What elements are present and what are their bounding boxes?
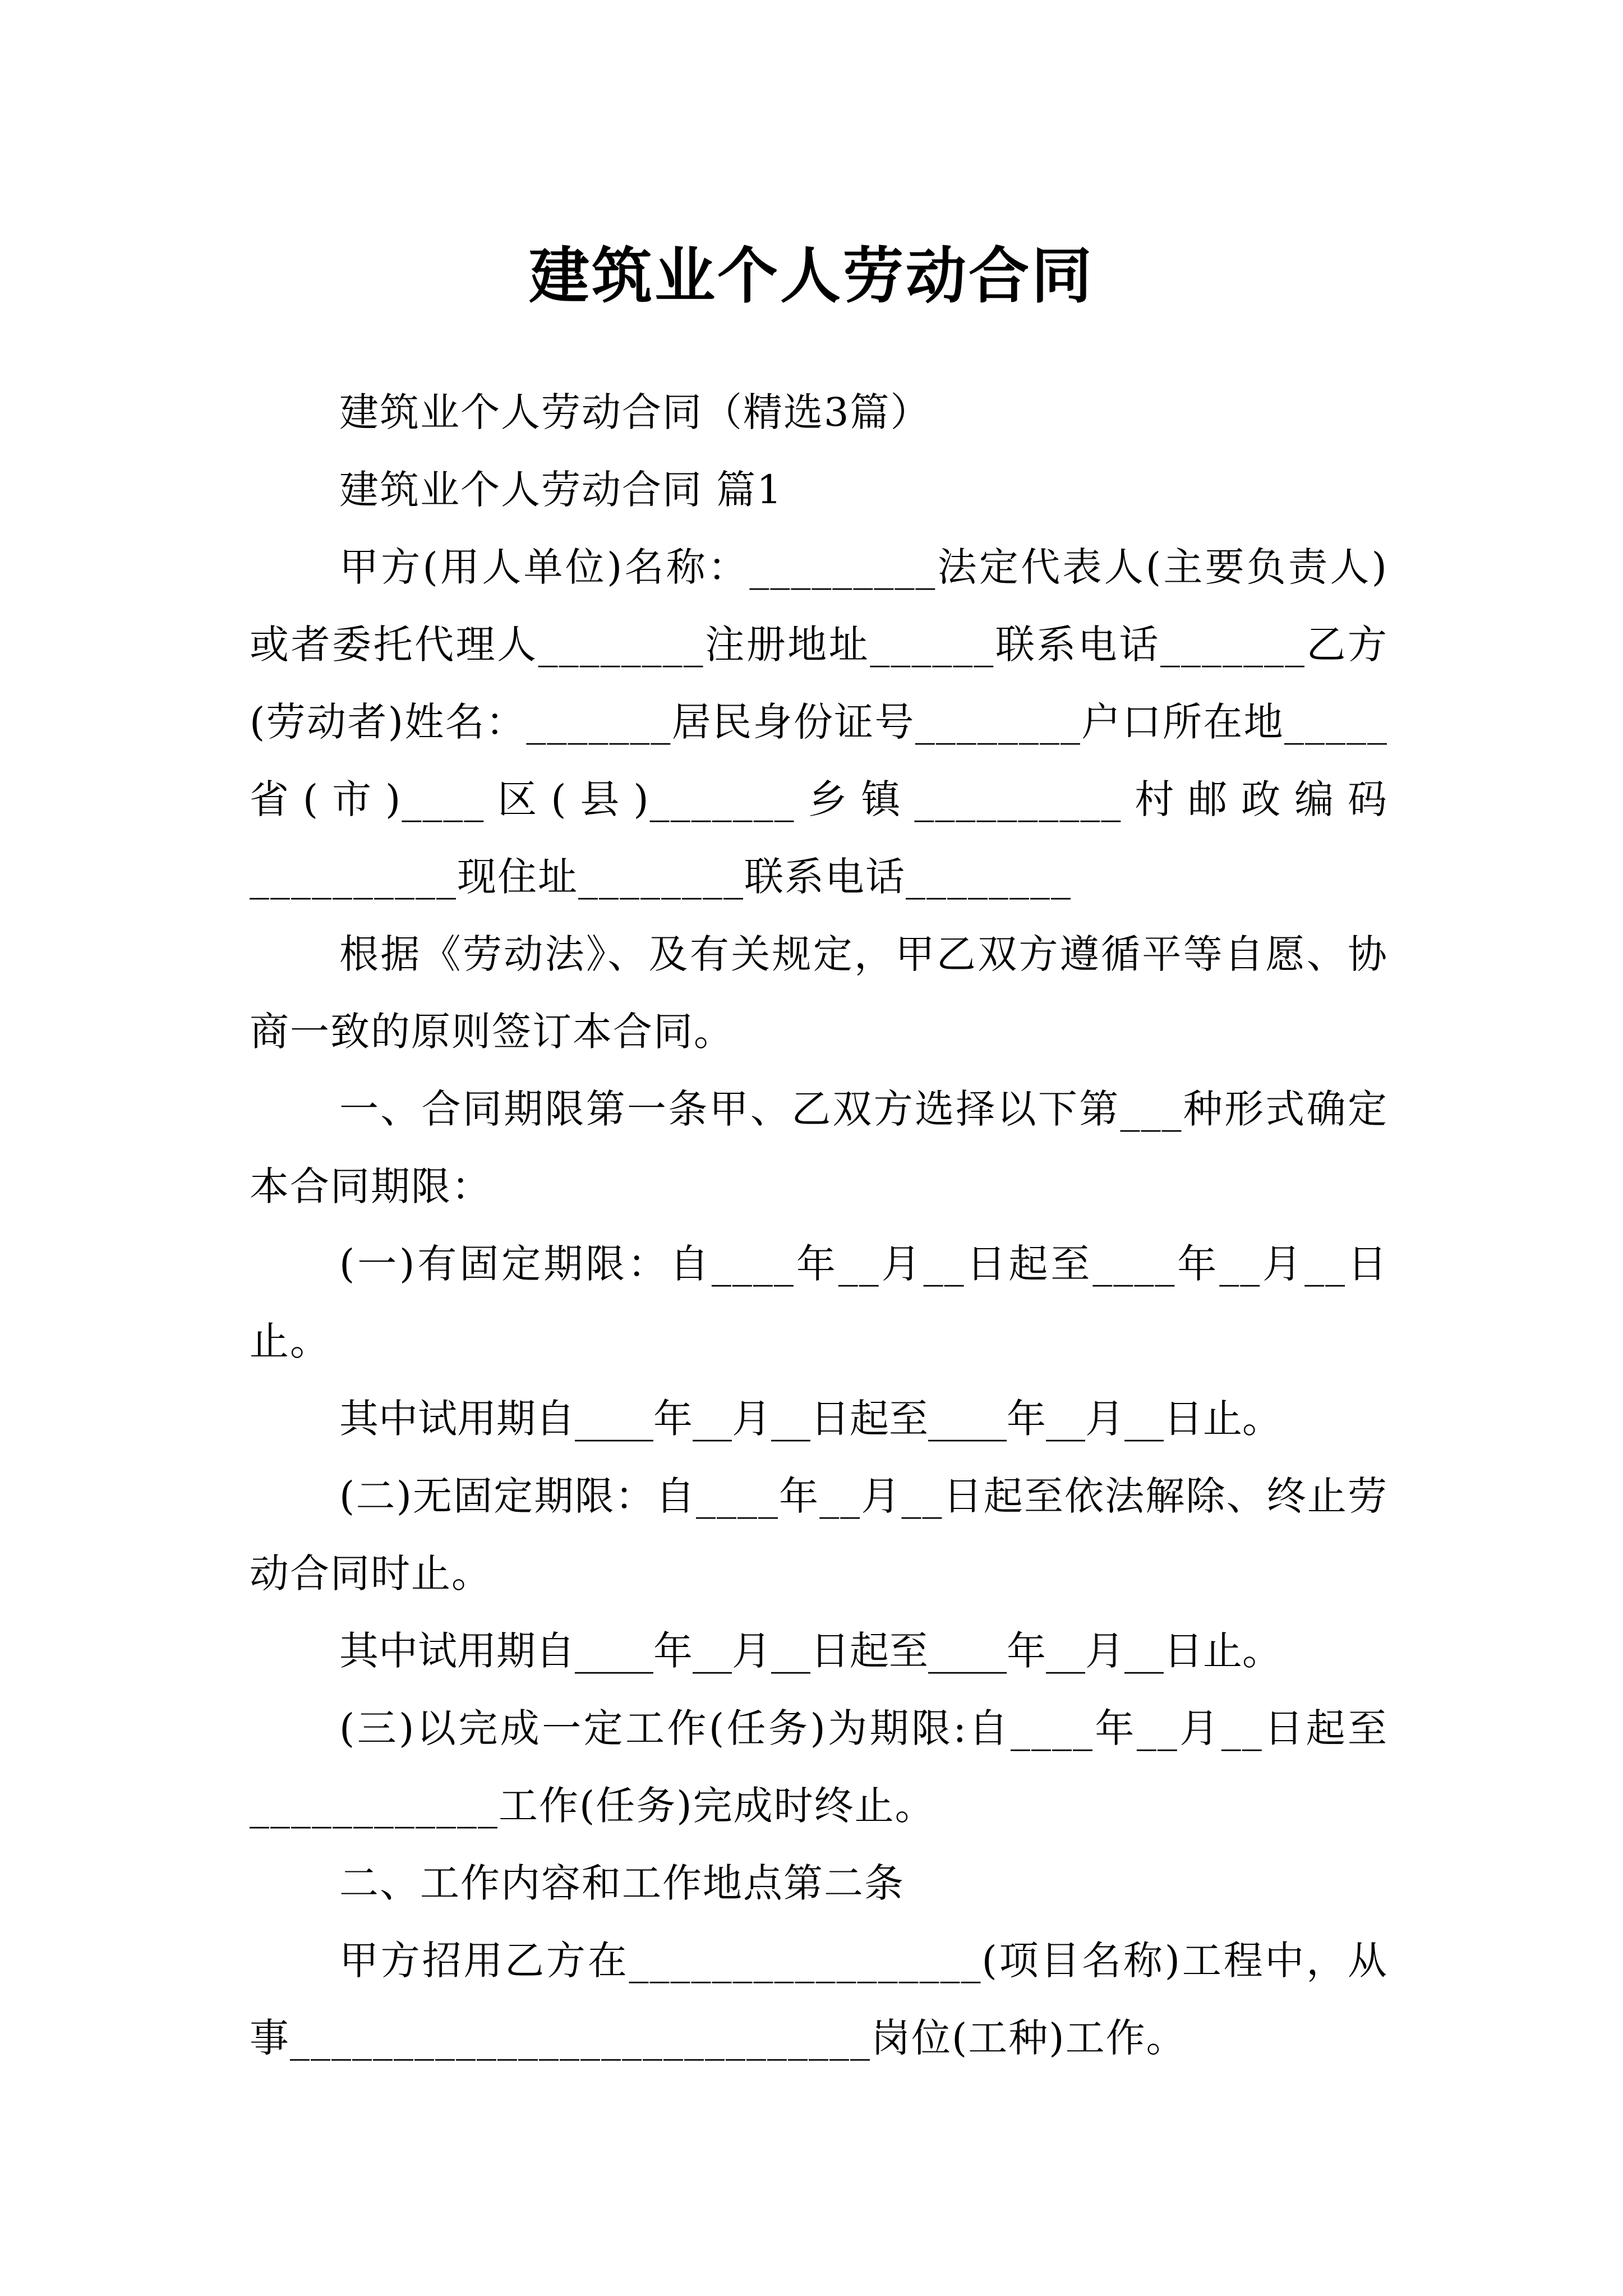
paragraph-parties: 甲方(用人单位)名称：_________法定代表人(主要负责人)或者委托代理人________注册地址______联系电话_______乙方(劳动者)姓名：_______居民身份证号________户口所在地_____省(市)____区(县)_______乡镇__________村邮政编码__________现住址________联系电话________ xyxy=(250,544,1388,900)
paragraph-work-content: 甲方招用乙方在_________________(项目名称)工程中，从事____________________________岗位(工种)工作。 xyxy=(250,1938,1388,2061)
document-body xyxy=(250,374,1388,2077)
paragraph-work-heading: 二、工作内容和工作地点第二条 xyxy=(339,1860,905,1906)
document-title: 建筑业个人劳动合同 xyxy=(528,241,1094,312)
paragraph-open-term: (二)无固定期限：自____年__月__日起至依法解除、终止劳动合同时止。 xyxy=(250,1473,1388,1596)
paragraph-term-clause: 一、合同期限第一条甲、乙双方选择以下第___种形式确定本合同期限： xyxy=(250,1086,1388,1209)
paragraph-basis: 根据《劳动法》、及有关规定，甲乙双方遵循平等自愿、协商一致的原则签订本合同。 xyxy=(250,931,1388,1055)
paragraph-subtitle: 建筑业个人劳动合同（精选3篇） xyxy=(339,389,931,435)
paragraph-fixed-term: (一)有固定期限：自____年__月__日起至____年__月__日止。 xyxy=(250,1241,1388,1364)
paragraph-section-heading: 建筑业个人劳动合同 篇1 xyxy=(339,467,783,513)
paragraph-probation-1: 其中试用期自____年__月__日起至____年__月__日止。 xyxy=(339,1396,1281,1442)
paragraph-probation-2: 其中试用期自____年__月__日起至____年__月__日止。 xyxy=(339,1628,1281,1674)
paragraph-task-term: (三)以完成一定工作(任务)为期限:自____年__月__日起至____________工作(任务)完成时终止。 xyxy=(250,1705,1388,1829)
